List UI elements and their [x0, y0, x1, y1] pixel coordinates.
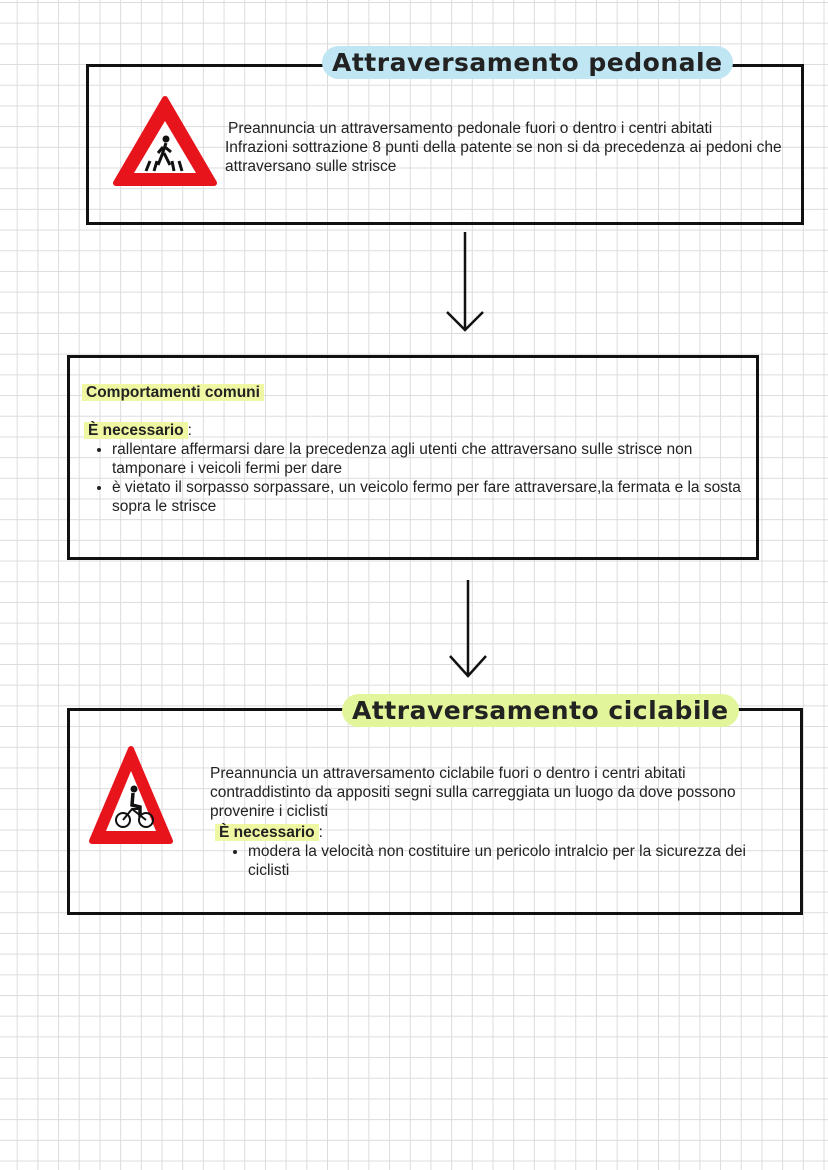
pedestrian-crossing-sign-icon: [112, 95, 218, 187]
list-item: • è vietato il sorpasso sorpassare, un veicolo fermo per fare attraversare,la fermata e la sosta sopra le strisce: [112, 478, 742, 516]
description: Preannuncia un attraversamento ciclabile fuori o dentro i centri abitati contraddistinto da appositi segni sulla carreggiata un luogo da dove possono provenire i ciclisti: [210, 765, 736, 820]
pedestrian-crossing-title: Attraversamento pedonale: [322, 46, 733, 79]
infraction-line: Infrazioni sottrazione 8 punti della patente se non si da precedenza ai pedoni che attraversano sulle strisce: [225, 139, 782, 175]
cycle-crossing-sign-icon: [88, 745, 174, 847]
necessary-label: È necessario :: [210, 823, 750, 842]
necessary-label: È necessario :: [82, 421, 742, 440]
cycle-crossing-content: [210, 764, 750, 880]
description-line: Preannuncia un attraversamento pedonale fuori o dentro i centri abitati: [228, 120, 713, 137]
list-item: • rallentare affermarsi dare la precedenza agli utenti che attraversano sulle strisce non tamponare i veicoli fermi per dare: [112, 440, 742, 478]
list-item: • modera la velocità non costituire un pericolo intralcio per la sicurezza dei ciclisti: [248, 842, 750, 880]
pedestrian-crossing-text: [225, 119, 785, 176]
common-behaviours-heading: Comportamenti comuni: [82, 383, 742, 402]
arrow-down-icon: [443, 232, 487, 334]
cycle-crossing-title: Attraversamento ciclabile: [342, 694, 739, 727]
arrow-down-icon: [446, 580, 490, 680]
common-behaviours-content: [82, 383, 742, 516]
